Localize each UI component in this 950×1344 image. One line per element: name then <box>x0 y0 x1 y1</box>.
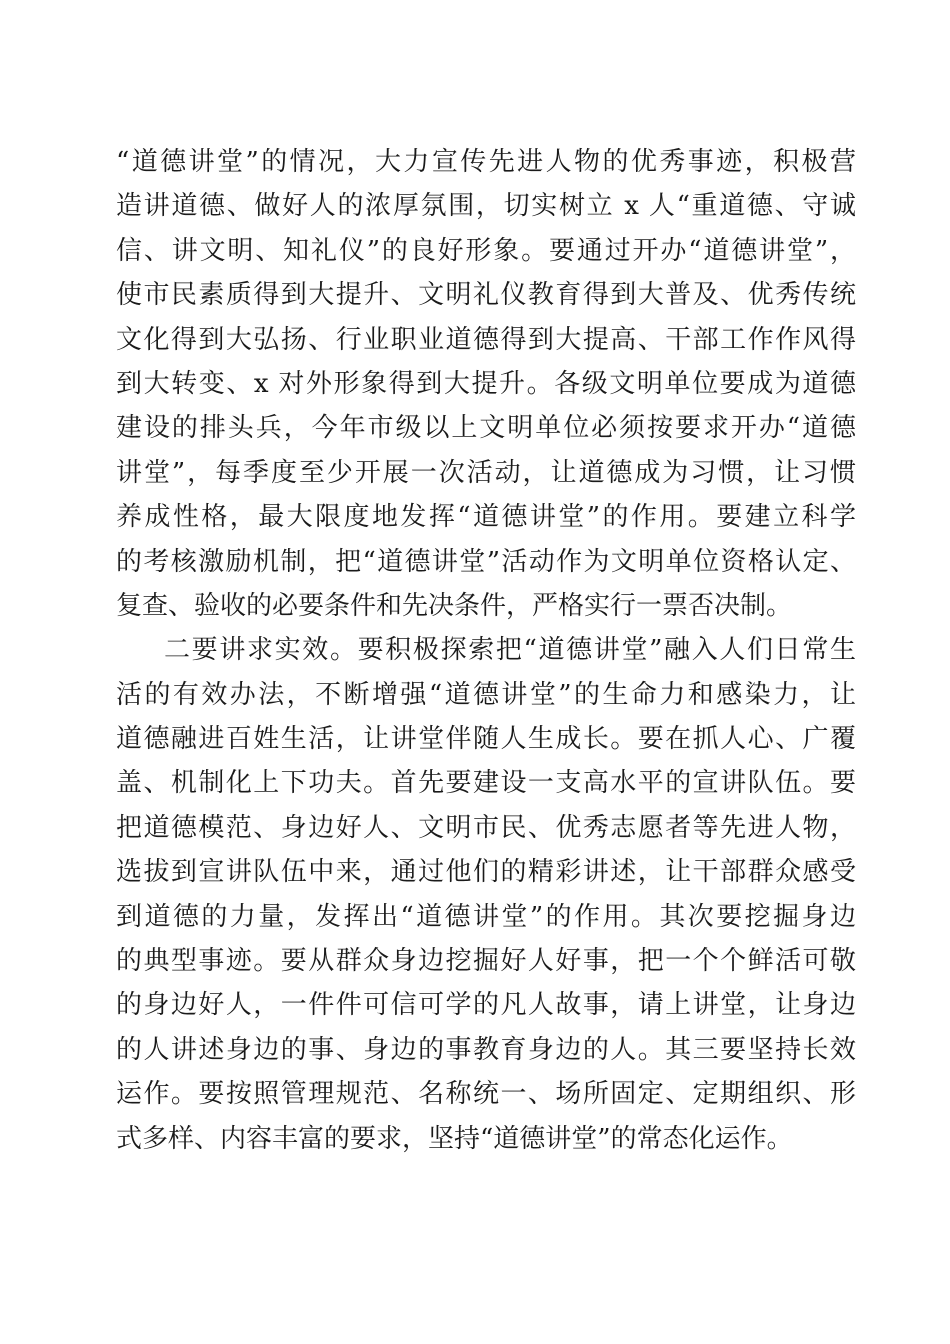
paragraph-line: 活的有效办法，不断增强“道德讲堂”的生命力和感染力，让 <box>116 679 856 710</box>
paragraph-line: 到道德的力量，发挥出“道德讲堂”的作用。其次要挖掘身边 <box>116 901 856 932</box>
paragraph-line: 二要讲求实效。要积极探索把“道德讲堂”融入人们日常生 <box>164 635 856 666</box>
paragraph-1 <box>116 140 856 628</box>
paragraph-2 <box>116 628 856 1161</box>
paragraph-line: “道德讲堂”的情况，大力宣传先进人物的优秀事迹，积极营 <box>116 147 856 177</box>
paragraph-line: 使市民素质得到大提升、文明礼仪教育得到大普及、优秀传统 <box>116 280 856 311</box>
paragraph-line: 的典型事迹。要从群众身边挖掘好人好事，把一个个鲜活可敬 <box>116 946 856 977</box>
paragraph-line: 运作。要按照管理规范、名称统一、场所固定、定期组织、形 <box>116 1079 856 1110</box>
paragraph-line: 建设的排头兵，今年市级以上文明单位必须按要求开办“道德 <box>116 413 856 444</box>
document-body <box>116 140 856 1161</box>
paragraph-line: 信、讲文明、知礼仪”的良好形象。要通过开办“道德讲堂”， <box>116 235 856 266</box>
paragraph-line: 的身边好人，一件件可信可学的凡人故事，请上讲堂，让身边 <box>116 990 856 1021</box>
paragraph-line: 式多样、内容丰富的要求，坚持“道德讲堂”的常态化运作。 <box>116 1123 793 1154</box>
paragraph-line: 道德融进百姓生活，让讲堂伴随人生成长。要在抓人心、广覆 <box>116 724 856 755</box>
paragraph-line: 盖、机制化上下功夫。首先要建设一支高水平的宣讲队伍。要 <box>116 768 856 799</box>
paragraph-line: 讲堂”，每季度至少开展一次活动，让道德成为习惯，让习惯 <box>116 457 856 488</box>
paragraph-line: 造讲道德、做好人的浓厚氛围，切实树立 x 人“重道德、守诚 <box>116 191 856 222</box>
paragraph-line: 选拔到宣讲队伍中来，通过他们的精彩讲述，让干部群众感受 <box>116 857 856 888</box>
paragraph-line: 文化得到大弘扬、行业职业道德得到大提高、干部工作作风得 <box>116 324 856 355</box>
paragraph-line: 把道德模范、身边好人、文明市民、优秀志愿者等先进人物， <box>116 812 856 843</box>
paragraph-line: 到大转变、x 对外形象得到大提升。各级文明单位要成为道德 <box>116 368 856 399</box>
paragraph-line: 复查、验收的必要条件和先决条件，严格实行一票否决制。 <box>116 590 793 621</box>
paragraph-line: 的人讲述身边的事、身边的事教育身边的人。其三要坚持长效 <box>116 1034 856 1065</box>
paragraph-line: 的考核激励机制，把“道德讲堂”活动作为文明单位资格认定、 <box>116 546 856 577</box>
paragraph-line: 养成性格，最大限度地发挥“道德讲堂”的作用。要建立科学 <box>116 502 856 533</box>
